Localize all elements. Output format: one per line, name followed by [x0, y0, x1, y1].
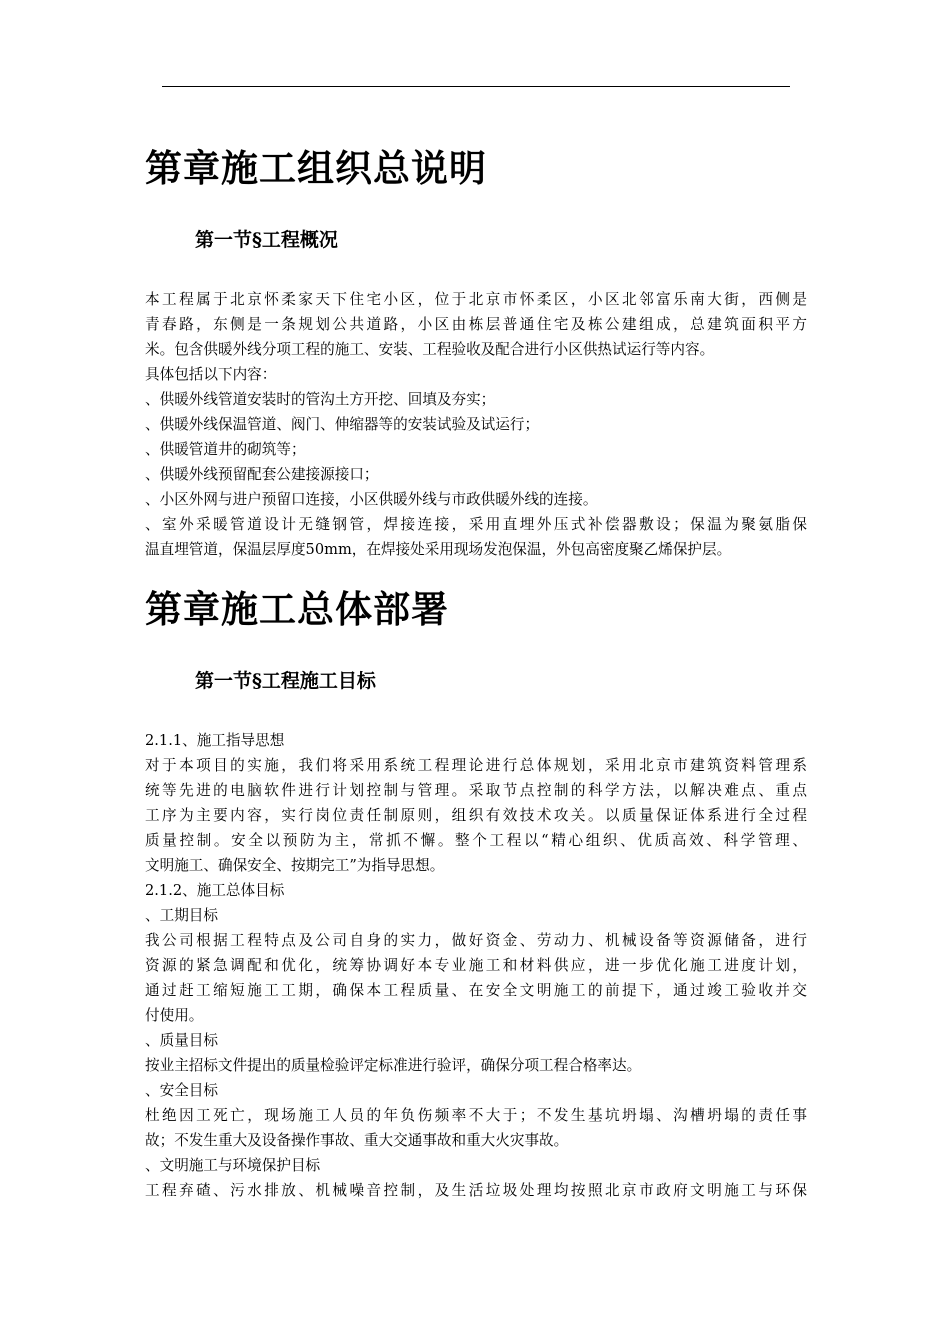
header-rule: [162, 86, 790, 87]
list-item: 、供暖外线预留配套公建接源接口；: [145, 466, 379, 483]
paragraph-line: 工序为主要内容，实行岗位责任制原则，组织有效技术攻关。以质量保证体系进行全过程: [145, 807, 807, 824]
subsection-heading: 2.1.2、施工总体目标: [145, 882, 285, 899]
paragraph-line: 青春路，东侧是一条规划公共道路，小区由栋层普通住宅及栋公建组成，总建筑面积平方: [145, 316, 807, 333]
subsection-heading: 2.1.1、施工指导思想: [145, 732, 285, 749]
paragraph-line: 本工程属于北京怀柔家天下住宅小区，位于北京市怀柔区，小区北邻富乐南大街，西侧是: [145, 291, 807, 308]
chapter-2-section-1-body: [145, 728, 807, 1203]
paragraph-line: 按业主招标文件提出的质量检验评定标准进行验评，确保分项工程合格率达。: [145, 1057, 642, 1074]
paragraph-line: 付使用。: [145, 1007, 204, 1024]
list-heading: 、安全目标: [145, 1082, 218, 1099]
list-item: 、供暖外线保温管道、阀门、伸缩器等的安装试验及试运行；: [145, 416, 540, 433]
list-item: 、小区外网与进户预留口连接，小区供暖外线与市政供暖外线的连接。: [145, 491, 598, 508]
paragraph-line: 具体包括以下内容：: [145, 366, 277, 383]
paragraph-line: 我公司根据工程特点及公司自身的实力，做好资金、劳动力、机械设备等资源储备，进行: [145, 932, 807, 949]
list-heading: 、质量目标: [145, 1032, 218, 1049]
list-item: 、供暖管道井的砌筑等；: [145, 441, 306, 458]
paragraph-line: 资源的紧急调配和优化，统筹协调好本专业施工和材料供应，进一步优化施工进度计划，: [145, 957, 807, 974]
paragraph-line: 通过赶工缩短施工工期，确保本工程质量、在安全文明施工的前提下，通过竣工验收并交: [145, 982, 807, 999]
chapter-1-title: 第章施工组织总说明: [145, 146, 487, 190]
list-item: 、供暖外线管道安装时的管沟土方开挖、回填及夯实；: [145, 391, 496, 408]
paragraph-line: 故；不发生重大及设备操作事故、重大交通事故和重大火灾事故。: [145, 1132, 569, 1149]
paragraph-line: 工程弃碴、污水排放、机械噪音控制，及生活垃圾处理均按照北京市政府文明施工与环保: [145, 1182, 807, 1199]
chapter-1-section-1-body: [145, 287, 807, 562]
list-item: 温直埋管道，保温层厚度50mm，在焊接处采用现场发泡保温，外包高密度聚乙烯保护层。: [145, 541, 732, 558]
paragraph-line: 对于本项目的实施，我们将采用系统工程理论进行总体规划，采用北京市建筑资料管理系: [145, 757, 807, 774]
paragraph-line: 统等先进的电脑软件进行计划控制与管理。采取节点控制的科学方法，以解决难点、重点: [145, 782, 807, 799]
paragraph-line: 杜绝因工死亡，现场施工人员的年负伤频率不大于；不发生基坑坍塌、沟槽坍塌的责任事: [145, 1107, 807, 1124]
paragraph-line: 米。包含供暖外线分项工程的施工、安装、工程验收及配合进行小区供热试运行等内容。: [145, 341, 715, 358]
paragraph-line: 文明施工、确保安全、按期完工”为指导思想。: [145, 857, 445, 874]
chapter-1-section-1-title: 第一节§工程概况: [195, 229, 338, 251]
list-item: 、室外采暖管道设计无缝钢管，焊接连接，采用直埋外压式补偿器敷设；保温为聚氨脂保: [145, 516, 807, 533]
list-heading: 、文明施工与环境保护目标: [145, 1157, 321, 1174]
list-heading: 、工期目标: [145, 907, 218, 924]
paragraph-line: 质量控制。安全以预防为主，常抓不懈。整个工程以“精心组织、优质高效、科学管理、: [145, 832, 807, 849]
chapter-2-section-1-title: 第一节§工程施工目标: [195, 670, 376, 692]
chapter-2-title: 第章施工总体部署: [145, 587, 449, 631]
